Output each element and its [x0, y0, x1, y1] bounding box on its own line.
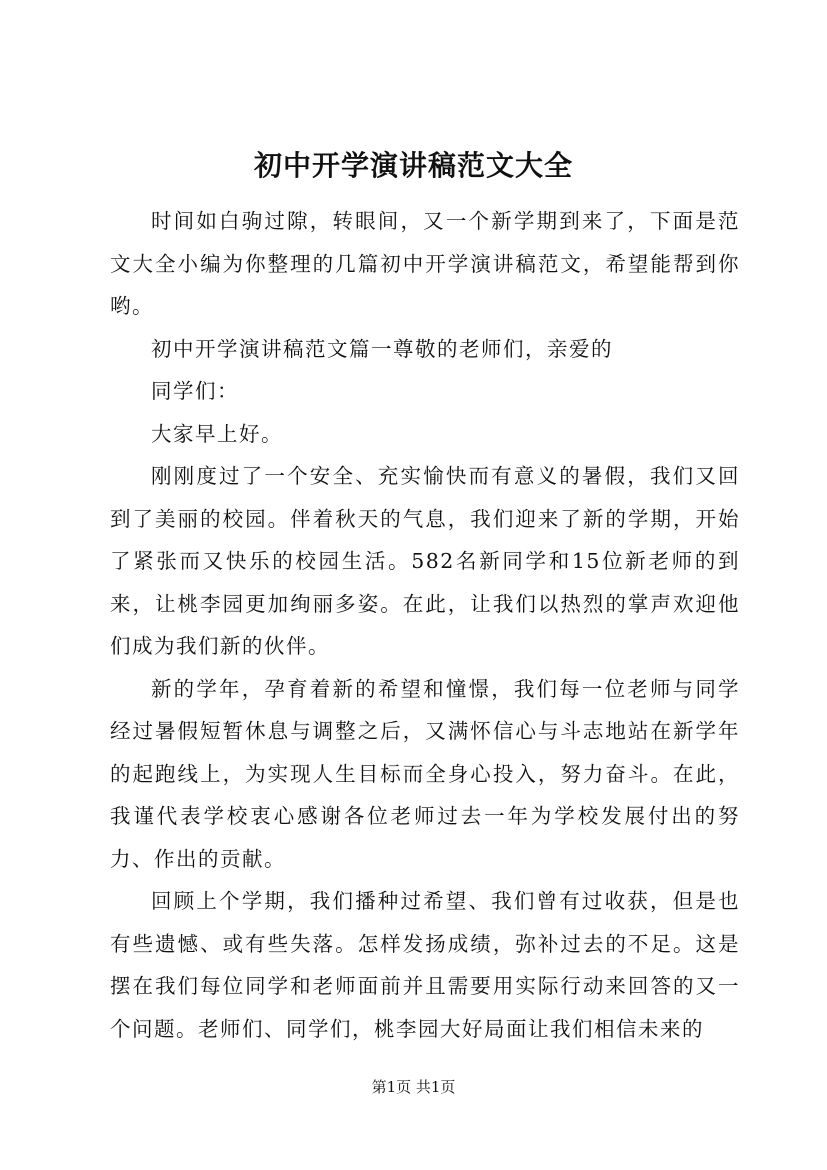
paragraph-greeting: 大家早上好。 [151, 421, 283, 446]
document-body [110, 200, 740, 1050]
paragraph-new-year: 新的学年，孕育着新的希望和憧憬，我们每一位老师与同学经过暑假短暂休息与调整之后，又满怀信心与斗志地站在新学年的起跑线上，为实现人生目标而全身心投入，努力奋斗。在此，我谨代表学校衷心感谢各位老师过去一年为学校发展付出的努力、作出的贡献。 [110, 676, 740, 871]
page-number-footer: 第1页 共1页 [371, 1078, 456, 1096]
paragraph-welcome: 刚刚度过了一个安全、充实愉快而有意义的暑假，我们又回到了美丽的校园。伴着秋天的气息，我们迎来了新的学期，开始了紧张而又快乐的校园生活。582名新同学和15位新老师的到来，让桃李园更加绚丽多姿。在此，让我们以热烈的掌声欢迎他们成为我们新的伙伴。 [110, 464, 740, 658]
paragraph-intro: 时间如白驹过隙，转眼间，又一个新学期到来了，下面是范文大全小编为你整理的几篇初中开学演讲稿范文，希望能帮到你哟。 [110, 209, 740, 318]
paragraph-speech-heading: 初中开学演讲稿范文篇一尊敬的老师们，亲爱的 [151, 336, 613, 361]
document-title: 初中开学演讲稿范文大全 [253, 149, 573, 182]
paragraph-review: 回顾上个学期，我们播种过希望、我们曾有过收获，但是也有些遗憾、或有些失落。怎样发扬成绩，弥补过去的不足。这是摆在我们每位同学和老师面前并且需要用实际行动来回答的又一个问题。老师们、同学们，桃李园大好局面让我们相信未来的 [110, 889, 740, 1041]
paragraph-salutation: 同学们： [151, 379, 239, 403]
